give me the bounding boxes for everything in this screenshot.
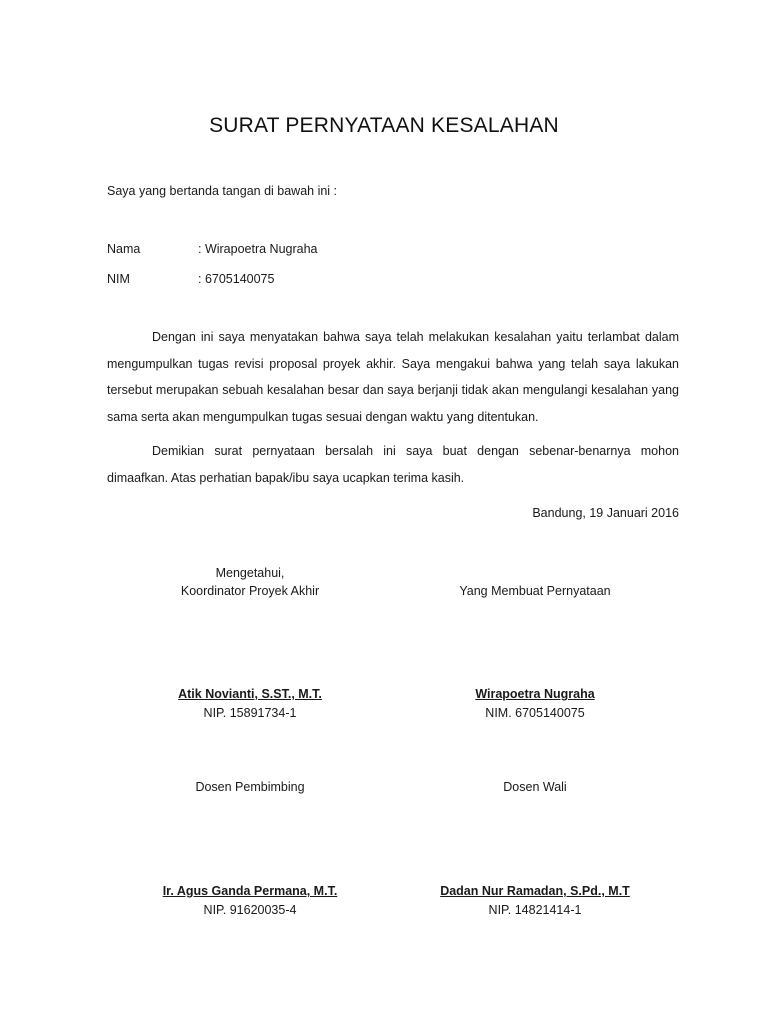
supervisor-caption: Dosen Pembimbing — [195, 780, 305, 794]
supervisor-nip: NIP. 91620035-4 — [203, 903, 297, 917]
declarant-caption: Yang Membuat Pernyataan — [459, 584, 611, 598]
place-date: Bandung, 19 Januari 2016 — [532, 506, 679, 520]
advisor-caption: Dosen Wali — [503, 780, 567, 794]
declarant-name: Wirapoetra Nugraha — [475, 687, 595, 701]
field-row-nama — [107, 242, 607, 260]
field-row-nim — [107, 272, 607, 290]
coordinator-caption-line1: Mengetahui, — [215, 566, 285, 580]
field-label-nim: NIM — [107, 272, 130, 286]
advisor-nip: NIP. 14821414-1 — [488, 903, 582, 917]
closing-paragraph: Demikian surat pernyataan bersalah ini saya buat dengan sebenar-benarnya mohon dimaafkan. Atas perhatian bapak/ibu saya ucapkan terima kasih. — [107, 444, 679, 485]
statement-paragraph: Dengan ini saya menyatakan bahwa saya telah melakukan kesalahan yaitu terlambat dalam mengumpulkan tugas revisi proposal proyek akhir. Saya mengakui bahwa yang telah saya lakukan tersebut merupakan sebuah kesalahan besar dan saya berjanji tidak akan mengulangi kesalahan yang sama serta akan mengumpulkan tugas sesuai dengan waktu yang ditentukan. — [107, 330, 679, 424]
field-value-nim: : 6705140075 — [198, 272, 275, 286]
field-label-nama: Nama — [107, 242, 141, 256]
document-title: SURAT PERNYATAAN KESALAHAN — [209, 114, 559, 137]
coordinator-caption-line2: Koordinator Proyek Akhir — [180, 584, 320, 598]
field-value-nama: : Wirapoetra Nugraha — [198, 242, 318, 256]
advisor-name: Dadan Nur Ramadan, S.Pd., M.T — [440, 884, 630, 898]
coordinator-name: Atik Novianti, S.ST., M.T. — [178, 687, 322, 701]
coordinator-nip: NIP. 15891734-1 — [203, 706, 297, 720]
declarant-nim: NIM. 6705140075 — [485, 706, 585, 720]
supervisor-name: Ir. Agus Ganda Permana, M.T. — [162, 884, 338, 898]
intro-text: Saya yang bertanda tangan di bawah ini : — [107, 184, 338, 198]
